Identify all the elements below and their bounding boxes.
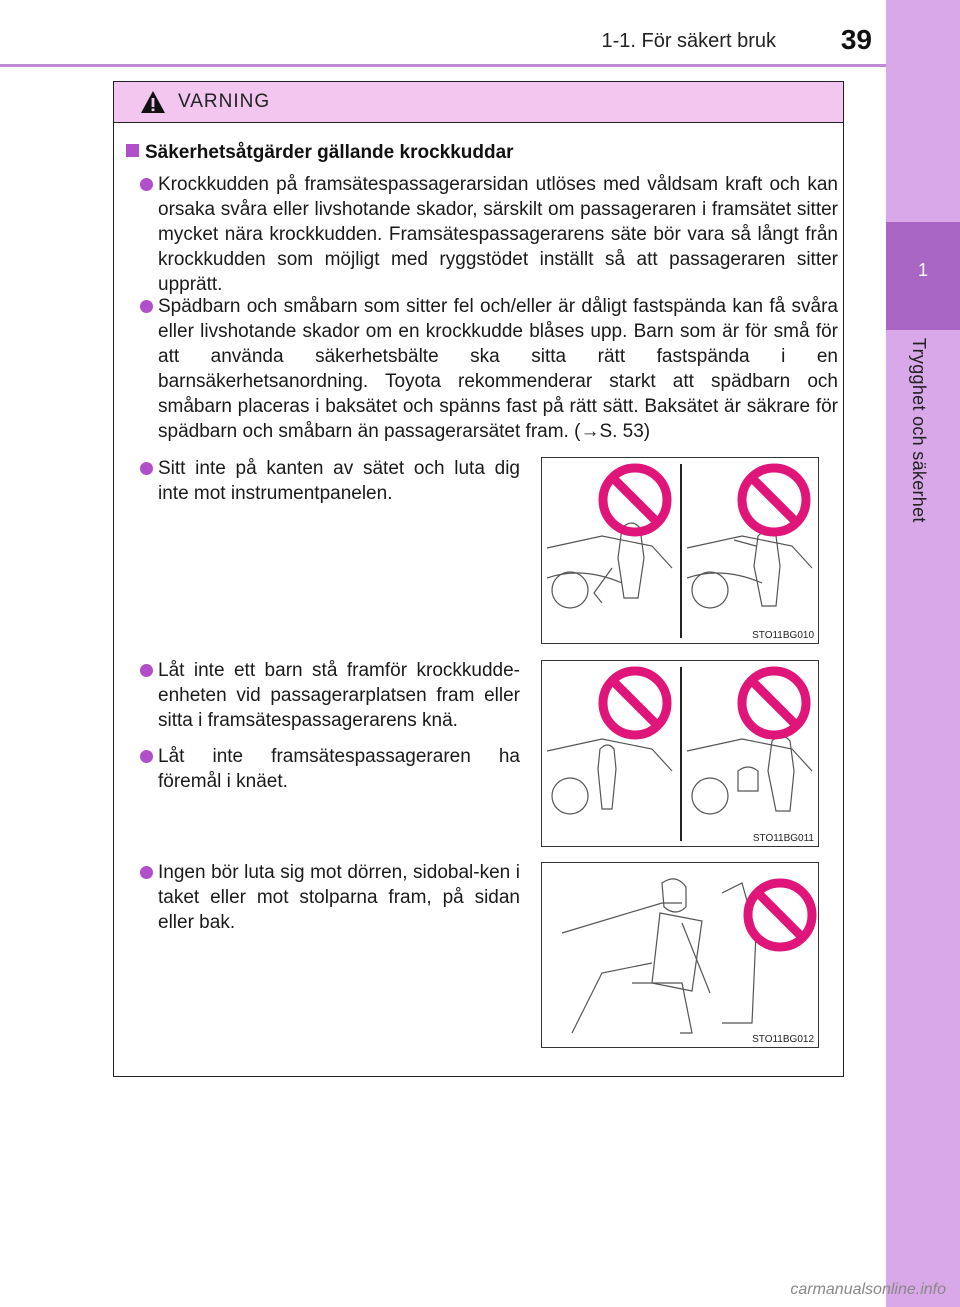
page-number: 39 <box>840 24 872 55</box>
prohibition-icon <box>603 468 667 532</box>
figure-code: STO11BG012 <box>752 1034 814 1045</box>
bullet-item <box>158 860 520 935</box>
footer-watermark: carmanualsonline.info <box>790 1281 946 1298</box>
bullet-text: Sitt inte på kanten av sätet och luta dig inte mot instrumentpanelen. <box>158 458 520 504</box>
bullet-text: Låt inte framsätespassageraren ha föremål i knäet. <box>158 746 520 792</box>
figure-code: STO11BG010 <box>752 630 814 641</box>
square-bullet-icon <box>126 144 139 157</box>
warning-heading <box>126 142 514 164</box>
illustration-child-standing <box>541 660 819 847</box>
bullet-text: Spädbarn och småbarn som sitter fel och/eller är dåligt fastspända kan få svåra eller livshotande skador om en krockkudde blåses upp. Barn som är för små för att använda säkerhetsbälte ska sitta rätt fastspända i en barnsäkerhetsanordning. Toyota rekommenderar starkt att spädbarn och småbarn placeras i baksätet och spänns fast på rätt sätt. Baksätet är säkrare för spädbarn och småbarn än passagerarsätet fram. (→S. 53) <box>158 296 838 442</box>
car-interior-illustration <box>542 863 820 1049</box>
chapter-side-tab <box>886 0 960 1307</box>
bullet-item <box>158 172 838 297</box>
illustration-leaning-on-door <box>541 862 819 1048</box>
prohibition-icon <box>742 671 806 735</box>
illustration-sitting-forward <box>541 457 819 644</box>
car-interior-illustration <box>542 661 820 848</box>
bullet-item <box>158 744 520 794</box>
bullet-dot-icon <box>140 462 153 475</box>
prohibition-icon <box>603 671 667 735</box>
bullet-dot-icon <box>140 750 153 763</box>
bullet-item <box>158 456 520 506</box>
prohibition-icon <box>742 468 806 532</box>
chapter-number-tab <box>886 222 960 330</box>
bullet-text: Ingen bör luta sig mot dörren, sidobal-ken i taket eller mot stolparna fram, på sidan eller bak. <box>158 862 520 933</box>
bullet-dot-icon <box>140 866 153 879</box>
page-header <box>0 0 886 64</box>
chapter-title: Trygghet och säkerhet <box>909 338 929 523</box>
figure-code: STO11BG011 <box>752 833 814 844</box>
bullet-dot-icon <box>140 178 153 191</box>
bullet-dot-icon <box>140 300 153 313</box>
bullet-dot-icon <box>140 664 153 677</box>
bullet-item <box>158 658 520 733</box>
warning-triangle-icon <box>140 90 166 114</box>
warning-heading-text: Säkerhetsåtgärder gällande krockkuddar <box>145 142 514 163</box>
section-title: 1-1. För säkert bruk <box>601 30 776 52</box>
bullet-item <box>158 294 838 444</box>
warning-label: VARNING <box>178 91 271 112</box>
header-rule <box>0 64 886 67</box>
chapter-number: 1 <box>917 260 928 280</box>
prohibition-icon <box>748 883 812 947</box>
bullet-text: Krockkudden på framsätespassagerarsidan utlöses med våldsam kraft och kan orsaka svåra eller livshotande skador, särskilt om passageraren i framsätet sitter mycket nära krockkudden. Framsätespassagerarens säte bör vara så långt från krockkudden som möjligt med ryggstödet inställt så att passageraren sitter upprätt. <box>158 174 838 295</box>
warning-header <box>114 82 843 123</box>
bullet-text: Låt inte ett barn stå framför krockkudde-enheten vid passagerarplatsen fram eller sitta i framsätespassagerarens knä. <box>158 660 520 731</box>
car-interior-illustration <box>542 458 820 645</box>
